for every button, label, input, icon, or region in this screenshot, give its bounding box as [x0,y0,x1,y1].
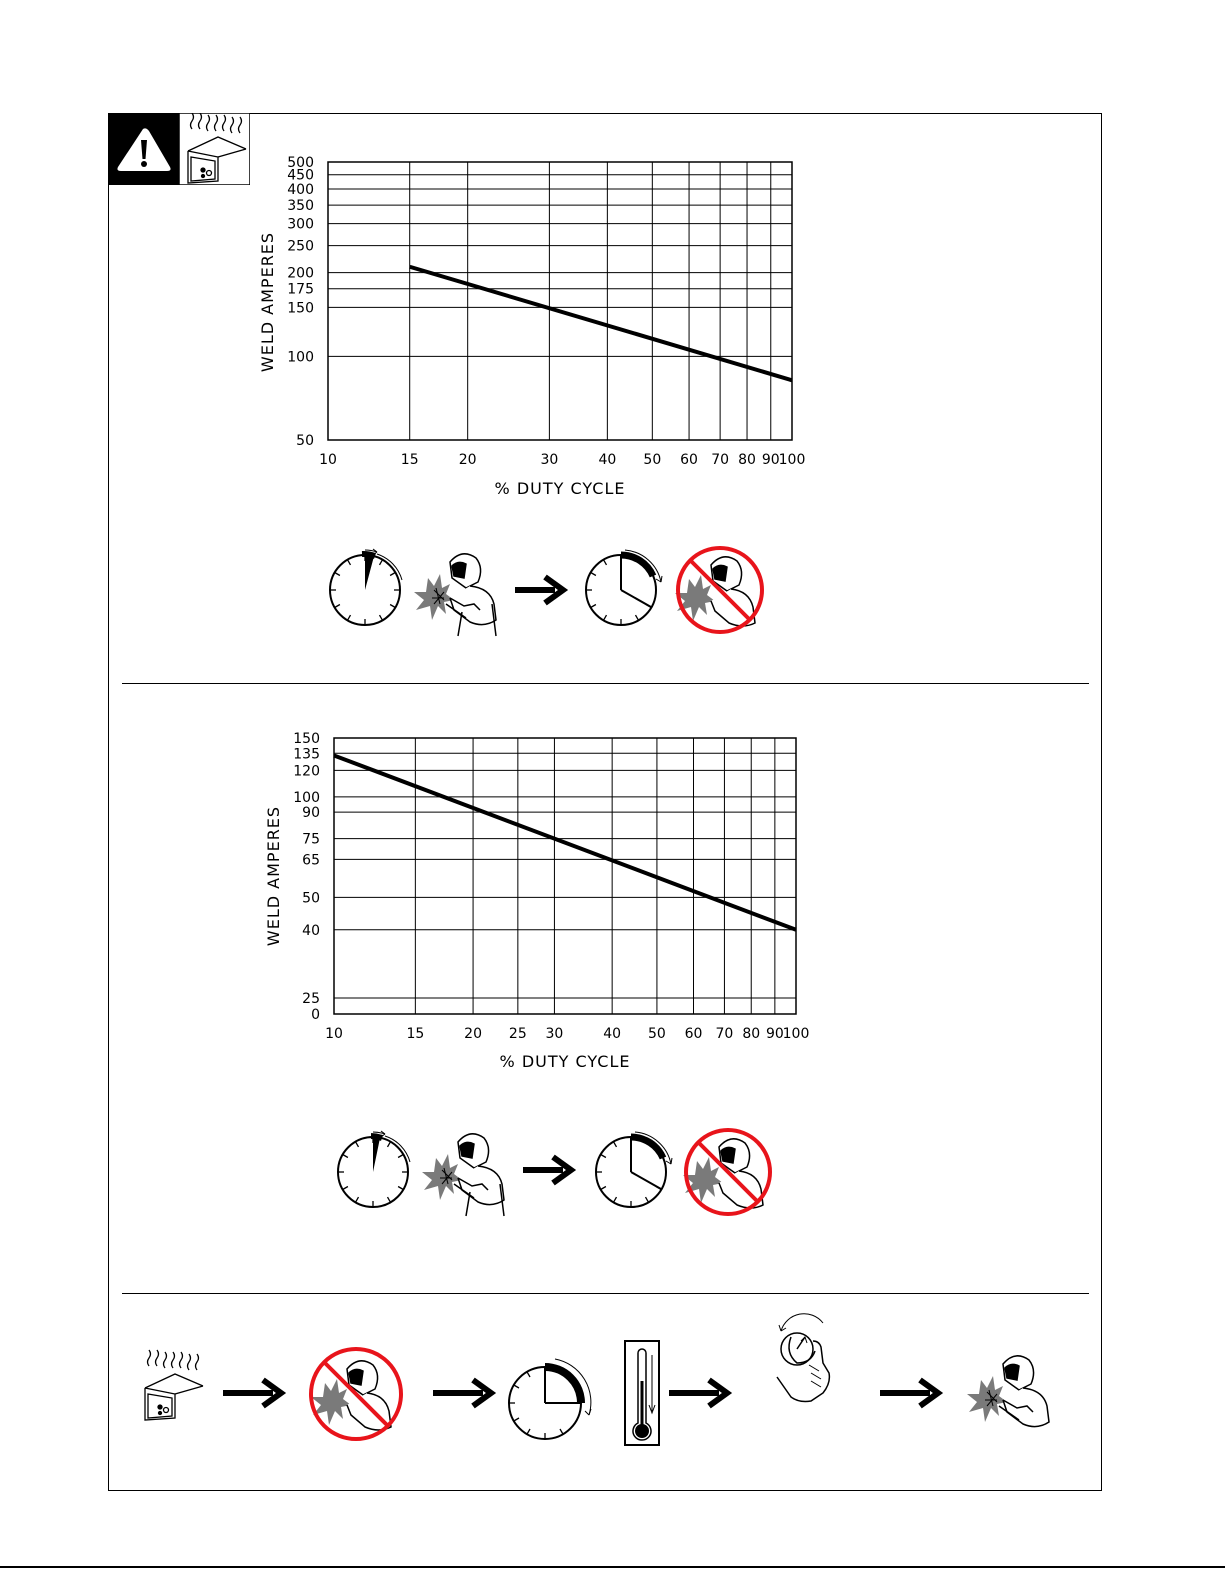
warning-icon [108,113,250,185]
arrow-icon-5 [669,1380,727,1406]
warning-block [108,113,250,185]
chart-1-y-tick-label: 100 [287,349,314,366]
duty-cycle-sequence-2 [333,1120,783,1225]
chart-2-x-tick-label: 90 [765,1026,784,1042]
chart-2-y-tick-label: 135 [293,746,320,763]
chart-2-series-line [334,755,796,929]
chart-1-x-tick-label: 40 [598,452,617,468]
chart-1-y-tick-label: 150 [287,300,314,317]
chart-2-y-tick-label: 120 [293,763,320,780]
welder-icon [414,554,496,636]
chart-1-y-tick-label: 50 [296,433,314,449]
chart-1-grid [328,162,792,440]
chart-2-x-tick-label: 30 [545,1026,564,1042]
chart-2-x-tick-label: 25 [508,1026,527,1042]
chart-2-y-tick-label: 0 [311,1007,320,1023]
chart-2-y-tick-label: 75 [302,831,320,848]
timer-icon-long [586,550,662,625]
chart-1-x-tick-label: 10 [319,452,337,468]
chart-1-x-axis-label: % DUTY CYCLE [494,479,626,498]
adjust-knob-icon [777,1314,829,1402]
chart-1-x-tick-label: 50 [643,452,662,468]
arrow-icon-2 [523,1157,571,1183]
chart-1-y-tick-label: 450 [287,167,314,184]
chart-2-y-axis-label: WELD AMPERES [264,805,283,947]
chart-1-series-line [410,267,792,381]
chart-1-x-tick-label: 20 [458,452,477,468]
chart-1-y-tick-label: 300 [287,216,314,233]
chart-2-y-tick-label: 25 [302,991,320,1007]
chart-1-y-axis-label: WELD AMPERES [258,231,277,373]
chart-1-plot-area [328,162,792,440]
chart-1-y-tick-label: 350 [287,198,314,215]
no-welding-icon-3 [311,1349,401,1439]
timer-icon-short-2 [338,1131,410,1207]
overheat-recovery-sequence [135,1305,1065,1460]
duty-cycle-sequence-1 [325,540,775,645]
timer-icon-long-2 [596,1132,672,1207]
chart-1-x-tick-label: 90 [761,452,780,468]
chart-1-x-tick-label: 30 [540,452,559,468]
thermometer-icon [625,1341,659,1445]
chart-1-x-tick-label: 100 [778,452,806,468]
arrow-icon [515,577,563,603]
chart-2-x-tick-label: 80 [742,1026,761,1042]
chart-2-y-tick-label: 50 [302,890,320,907]
welder-icon-2 [422,1134,504,1216]
chart-1 [240,150,830,500]
chart-2-x-tick-label: 10 [325,1026,343,1042]
chart-2-y-tick-label: 90 [302,805,320,822]
chart-2 [240,725,840,1075]
overheating-unit-icon-2 [145,1350,203,1420]
chart-1-y-tick-label: 175 [287,281,314,298]
chart-2-x-tick-label: 40 [603,1026,622,1042]
chart-1-y-tick-label: 250 [287,238,314,255]
chart-2-x-tick-label: 60 [684,1026,703,1042]
chart-2-grid [334,738,796,1014]
chart-1-series [410,267,792,381]
no-welding-icon [675,548,762,632]
chart-2-plot-area [334,738,796,1014]
chart-2-y-tick-label: 40 [302,922,320,939]
chart-2-y-tick-label: 65 [302,852,320,869]
chart-1-x-tick-label: 70 [711,452,730,468]
chart-2-x-tick-label: 20 [464,1026,482,1042]
chart-2-x-axis-label: % DUTY CYCLE [499,1052,631,1071]
chart-2-x-tick-label: 70 [715,1026,734,1042]
chart-1-y-tick-label: 400 [287,181,314,198]
section-divider-1 [122,683,1089,684]
arrow-icon-4 [433,1380,491,1406]
welder-icon-3 [967,1356,1049,1427]
chart-1-x-tick-label: 80 [738,452,756,468]
page-bottom-rule [0,1566,1225,1568]
chart-2-x-tick-label: 100 [782,1026,810,1042]
chart-1-y-tick-label: 500 [287,155,314,171]
arrow-icon-6 [880,1380,938,1406]
chart-2-series [334,755,796,929]
chart-1-y-tick-label: 200 [287,265,314,282]
chart-2-x-tick-label: 50 [648,1026,666,1042]
section-divider-2 [122,1293,1089,1294]
arrow-icon-3 [223,1380,281,1406]
chart-1-x-tick-label: 60 [680,452,698,468]
chart-2-x-tick-label: 15 [406,1026,425,1042]
chart-2-y-tick-label: 100 [293,789,320,806]
timer-icon-short [330,549,402,625]
chart-2-y-tick-label: 150 [293,731,320,747]
no-welding-icon-2 [683,1130,770,1214]
chart-1-x-tick-label: 15 [400,452,419,468]
timer-icon-cooling [509,1359,591,1439]
